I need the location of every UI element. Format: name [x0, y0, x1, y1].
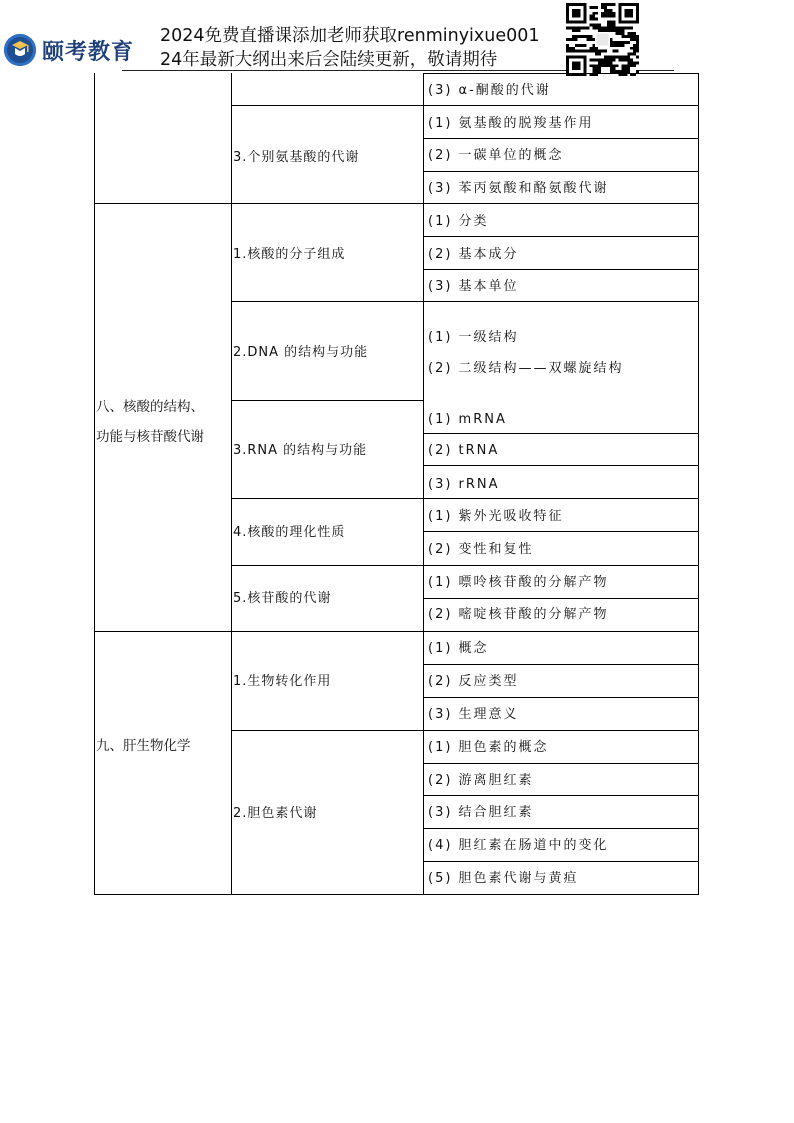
section-title-line: 八、核酸的结构、 — [96, 399, 204, 415]
subsection-title: 1.生物转化作用 — [233, 674, 332, 689]
brand-logo — [4, 31, 134, 69]
row-divider — [423, 138, 699, 139]
logo-emblem-icon — [4, 34, 36, 66]
subsection-divider — [231, 565, 699, 566]
list-item: (1) 一级结构 — [428, 330, 519, 345]
list-item: (2) 变性和复性 — [428, 542, 534, 557]
row-divider — [423, 236, 699, 237]
table-border — [94, 73, 95, 895]
subsection-divider — [231, 730, 699, 731]
table-border — [423, 73, 699, 74]
row-divider — [423, 171, 699, 172]
list-item: (2) tRNA — [428, 443, 500, 458]
header-promo-line: 2024免费直播课添加老师获取renminyixue001 — [160, 26, 540, 46]
subsection-title: 5.核苷酸的代谢 — [233, 591, 332, 606]
row-divider — [423, 531, 699, 532]
row-divider — [423, 763, 699, 764]
list-item: (2) 嘧啶核苷酸的分解产物 — [428, 607, 609, 622]
syllabus-table — [94, 73, 699, 895]
list-item: (4) 胆红素在肠道中的变化 — [428, 838, 609, 853]
row-divider — [423, 697, 699, 698]
header-notice-line: 24年最新大纲出来后会陆续更新，敬请期待 — [160, 50, 498, 70]
list-item: (2) 基本成分 — [428, 247, 519, 262]
list-item: (3) 苯丙氨酸和酪氨酸代谢 — [428, 181, 609, 196]
row-divider — [423, 465, 699, 466]
list-item: (1) 胆色素的概念 — [428, 740, 549, 755]
list-item: (1) 氨基酸的脱羧基作用 — [428, 116, 594, 131]
subsection-title: 4.核酸的理化性质 — [233, 525, 346, 540]
list-item: (1) 紫外光吸收特征 — [428, 509, 564, 524]
section-divider — [94, 203, 699, 204]
list-item: (5) 胆色素代谢与黄疸 — [428, 871, 579, 886]
list-item: (3) 生理意义 — [428, 707, 519, 722]
subsection-divider — [231, 498, 699, 499]
subsection-divider — [231, 105, 699, 106]
row-divider — [423, 598, 699, 599]
list-item: (3) 基本单位 — [428, 279, 519, 294]
page-header — [0, 0, 794, 80]
list-item: (3) α-酮酸的代谢 — [428, 83, 551, 98]
subsection-title: 3.RNA 的结构与功能 — [233, 443, 368, 458]
row-divider — [423, 795, 699, 796]
subsection-title: 3.个别氨基酸的代谢 — [233, 150, 360, 165]
row-divider — [423, 861, 699, 862]
list-item: (3) rRNA — [428, 477, 500, 492]
list-item: (1) mRNA — [428, 412, 507, 427]
table-border — [698, 73, 699, 895]
row-divider — [423, 664, 699, 665]
section-divider — [94, 631, 699, 632]
column-divider — [423, 73, 424, 895]
row-divider — [423, 269, 699, 270]
table-border — [94, 894, 699, 895]
section-title-line: 功能与核苷酸代谢 — [96, 429, 204, 445]
section-title — [96, 392, 204, 452]
row-divider — [423, 828, 699, 829]
list-item: (2) 一碳单位的概念 — [428, 148, 564, 163]
list-item: (2) 游离胆红素 — [428, 773, 534, 788]
list-item: (1) 嘌呤核苷酸的分解产物 — [428, 575, 609, 590]
subsection-divider — [231, 301, 699, 302]
list-item: (3) 结合胆红素 — [428, 805, 534, 820]
list-item: (1) 概念 — [428, 641, 489, 656]
subsection-title: 2.DNA 的结构与功能 — [233, 345, 369, 360]
list-item: (2) 反应类型 — [428, 674, 519, 689]
section-title: 九、肝生物化学 — [96, 738, 191, 754]
subsection-title: 1.核酸的分子组成 — [233, 247, 346, 262]
list-item: (1) 分类 — [428, 214, 489, 229]
subsection-title: 2.胆色素代谢 — [233, 806, 318, 821]
column-divider — [231, 73, 232, 895]
subsection-divider — [231, 400, 423, 401]
row-divider — [423, 433, 699, 434]
logo-text: 颐考教育 — [42, 39, 135, 65]
list-item: (2) 二级结构——双螺旋结构 — [428, 361, 624, 376]
qr-code-icon[interactable] — [566, 3, 639, 76]
